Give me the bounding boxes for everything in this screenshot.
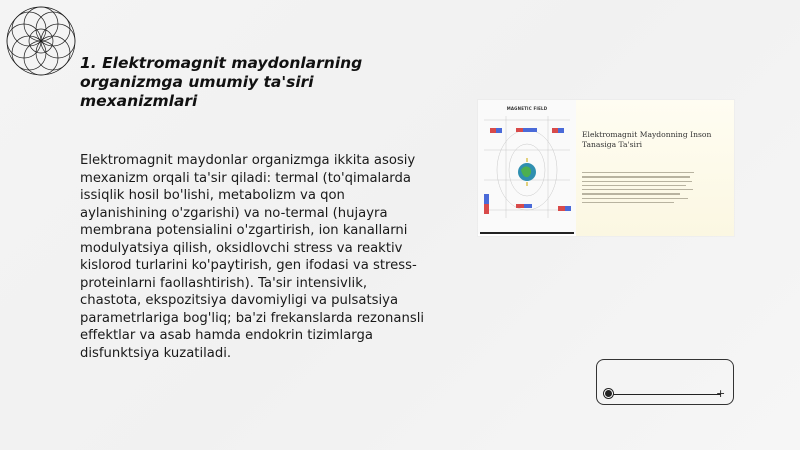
- thumbnail-text-lines: [582, 172, 694, 206]
- plus-icon[interactable]: +: [716, 387, 726, 400]
- thumbnail-diagram-panel: [478, 100, 576, 234]
- magnetic-field-diagram: [478, 100, 576, 234]
- thumbnail-diagram-caption: MAGNETIC FIELD: [506, 106, 548, 111]
- earth-globe-icon: [518, 158, 536, 186]
- embedded-slide-thumbnail[interactable]: [478, 100, 734, 236]
- slider-track[interactable]: [609, 394, 721, 395]
- thumbnail-title: Elektromagnit Maydonning Inson Tanasiga Ta'siri: [582, 130, 712, 149]
- thumbnail-divider: [480, 232, 574, 234]
- thumbnail-text-panel: [576, 100, 734, 236]
- geometric-rosette-logo: [4, 4, 78, 78]
- slide-body-text: Elektromagnit maydonlar organizmga ikkita asosiy mexanizm orqali ta'sir qiladi: termal (to'qimalarda issiqlik hosil bo'lishi, metabolizm va qon aylanishining o'zgarishi) va no-termal (hujayra membrana potensialini o'zgartirish, ion kanallarni modulyatsiya qilish, oksidlovchi stress va reaktiv kislorod turlarini ko'paytirish, gen ifodasi va stress-proteinlarni faollashtirish). Ta'sir intensivlik, chastota, ekspozitsiya davomiyligi va pulsatsiya parametrlariga bog'liq; ba'zi frekanslarda rezonansli effektlar va asab hamda endokrin tizimlarga disfunktsiya kuzatiladi.: [80, 153, 425, 361]
- slide-title: 1. Elektromagnit maydonlarning organizmga umumiy ta'siri mexanizmlari: [80, 54, 363, 110]
- record-dot-icon[interactable]: [605, 390, 612, 397]
- media-slider-control[interactable]: [596, 359, 734, 405]
